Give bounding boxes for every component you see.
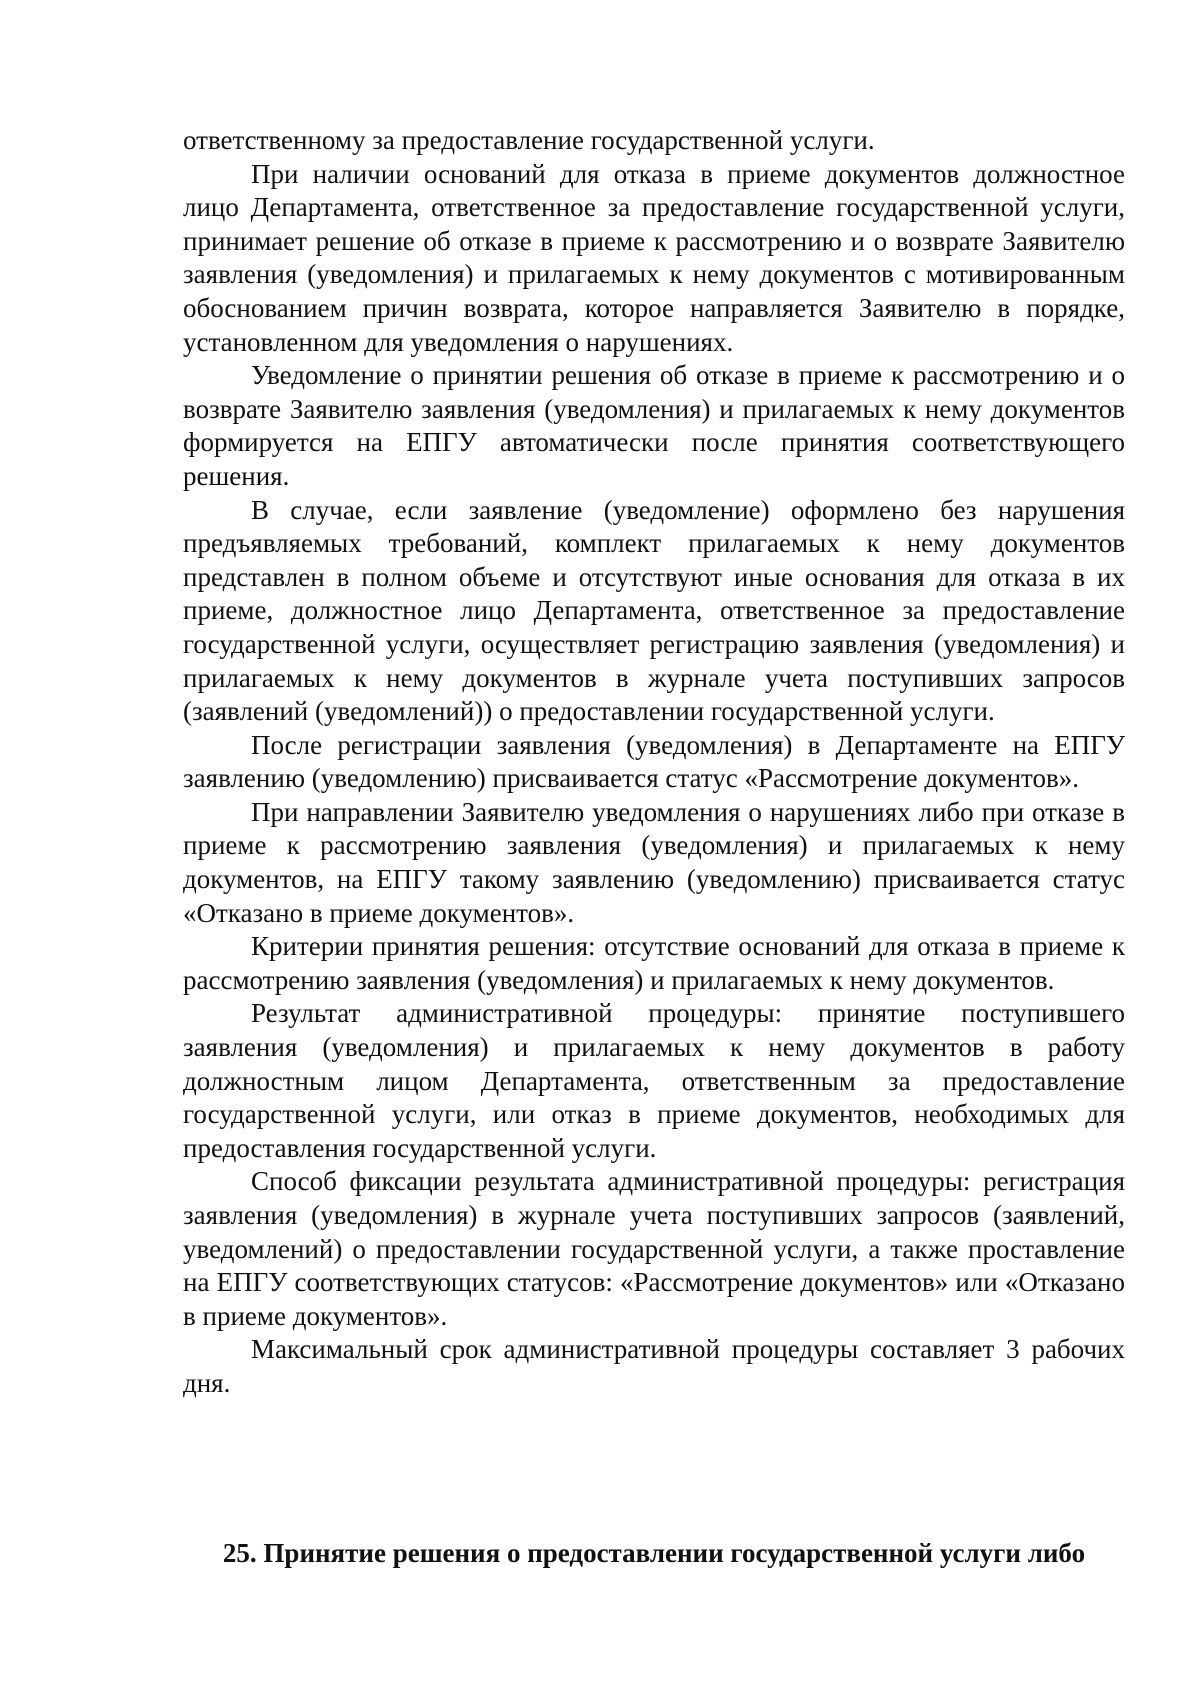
paragraph-max-duration: Максимальный срок административной процедуры составляет 3 рабочих дня. <box>183 1334 1125 1398</box>
paragraph-procedure-result: Результат административной процедуры: принятие поступившего заявления (уведомления) и прилагаемых к нему документов в работу должностным лицом Департамента, ответственным за предоставление государственной услуги, или отказ в приеме документов, необходимых для предоставления государственной услуги. <box>183 998 1125 1163</box>
paragraph-refusal-grounds: При наличии оснований для отказа в приеме документов должностное лицо Департамента, ответственное за предоставление государственной услуги, принимает решение об отказе в приеме к рассмотрению и о возврате Заявителю заявления (уведомления) и прилагаемых к нему документов с мотивированным обоснованием причин возврата, которое направляется Заявителю в порядке, установленном для уведомления о нарушениях. <box>183 158 1125 357</box>
paragraph-decision-criteria: Критерии принятия решения: отсутствие оснований для отказа в приеме к рассмотрению заявления (уведомления) и прилагаемых к нему документов. <box>183 931 1125 995</box>
paragraph-registration: В случае, если заявление (уведомление) оформлено без нарушения предъявляемых требований, комплект прилагаемых к нему документов представлен в полном объеме и отсутствуют иные основания для отказа в их приеме, должностное лицо Департамента, ответственное за предоставление государственной услуги, осуществляет регистрацию заявления (уведомления) и прилагаемых к нему документов в журнале учета поступивших запросов (заявлений (уведомлений)) о предоставлении государственной услуги. <box>183 494 1125 727</box>
paragraph-status-refused: При направлении Заявителю уведомления о нарушениях либо при отказе в приеме к рассмотрению заявления (уведомления) и прилагаемых к нему документов, на ЕПГУ такому заявлению (уведомлению) присваивается статус «Отказано в приеме документов». <box>183 796 1125 928</box>
paragraph-status-review: После регистрации заявления (уведомления) в Департаменте на ЕПГУ заявлению (уведомлению) присваивается статус «Рассмотрение документов». <box>183 729 1125 794</box>
paragraph-result-recording: Способ фиксации результата административной процедуры: регистрация заявления (уведомления) в журнале учета поступивших запросов (заявлений, уведомлений) о предоставлении государственной услуги, а также проставление на ЕПГУ соответствующих статусов: «Рассмотрение документов» или «Отказано в приеме документов». <box>183 1166 1125 1331</box>
paragraph-continuation: ответственному за предоставление государственной услуги. <box>183 125 875 155</box>
body-text <box>183 124 1125 1401</box>
section-heading: 25. Принятие решения о предоставлении государственной услуги либо <box>222 1538 1086 1568</box>
paragraph-refusal-notification: Уведомление о принятии решения об отказе в приеме к рассмотрению и о возврате Заявителю заявления (уведомления) и прилагаемых к нему документов формируется на ЕПГУ автоматически после принятия соответствующего решения. <box>183 360 1125 491</box>
